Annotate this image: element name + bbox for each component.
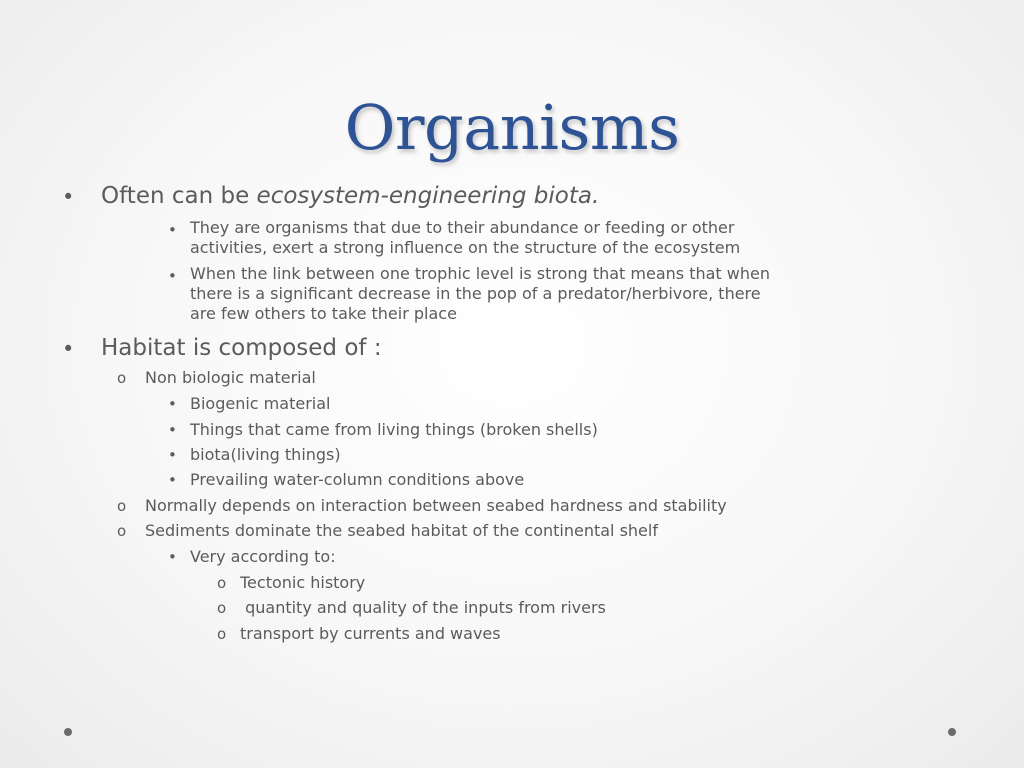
bullet-circle-icon: o [117,369,127,387]
bullet-dot-icon: • [168,221,177,239]
item-text: Very according to: [190,547,336,566]
item-text: Tectonic history [240,573,366,592]
bullet-text: Often can be [101,183,257,209]
bullet-dot-icon: • [168,421,177,439]
corner-dot-right [948,728,956,736]
corner-dot-left [64,728,72,736]
item-text: Normally depends on interaction between seabed hardness and stability [145,496,727,515]
item-text: quantity and quality of the inputs from rivers [240,598,606,617]
item-text: biota(living things) [190,445,341,464]
bullet-dot-icon: • [62,337,75,361]
bullet-dot-icon: • [168,395,177,413]
line: are few others to take their place [190,304,457,323]
bullet-dot-icon: • [168,267,177,285]
bullet-dot-icon: • [168,471,177,489]
item-text: Prevailing water-column conditions above [190,470,525,489]
bullet-circle-icon: o [117,497,127,515]
bullet-dot-icon: • [168,548,177,566]
bullet-circle-icon: o [217,599,227,617]
bullet-circle-icon: o [217,625,227,643]
bullet-circle-icon: o [217,574,227,592]
item-text: Sediments dominate the seabed habitat of the continental shelf [145,521,658,540]
line: When the link between one trophic level is strong that means that when [190,264,770,283]
line: They are organisms that due to their abundance or feeding or other [190,218,735,237]
bullet-text: Habitat is composed of : [101,335,382,361]
bullet-dot-icon: • [168,446,177,464]
slide-content [0,176,1024,656]
line: there is a significant decrease in the pop of a predator/herbivore, there [190,284,761,303]
bullet-emphasis: ecosystem-engineering biota. [256,183,600,209]
line: activities, exert a strong influence on the structure of the ecosystem [190,238,741,257]
bullet-dot-icon: • [62,185,75,209]
item-text: Biogenic material [190,394,331,413]
item-text: transport by currents and waves [240,624,501,643]
bullet-circle-icon: o [117,522,127,540]
item-text: Things that came from living things (broken shells) [190,420,598,439]
slide-title: Organisms [344,91,680,164]
item-text: Non biologic material [145,368,316,387]
